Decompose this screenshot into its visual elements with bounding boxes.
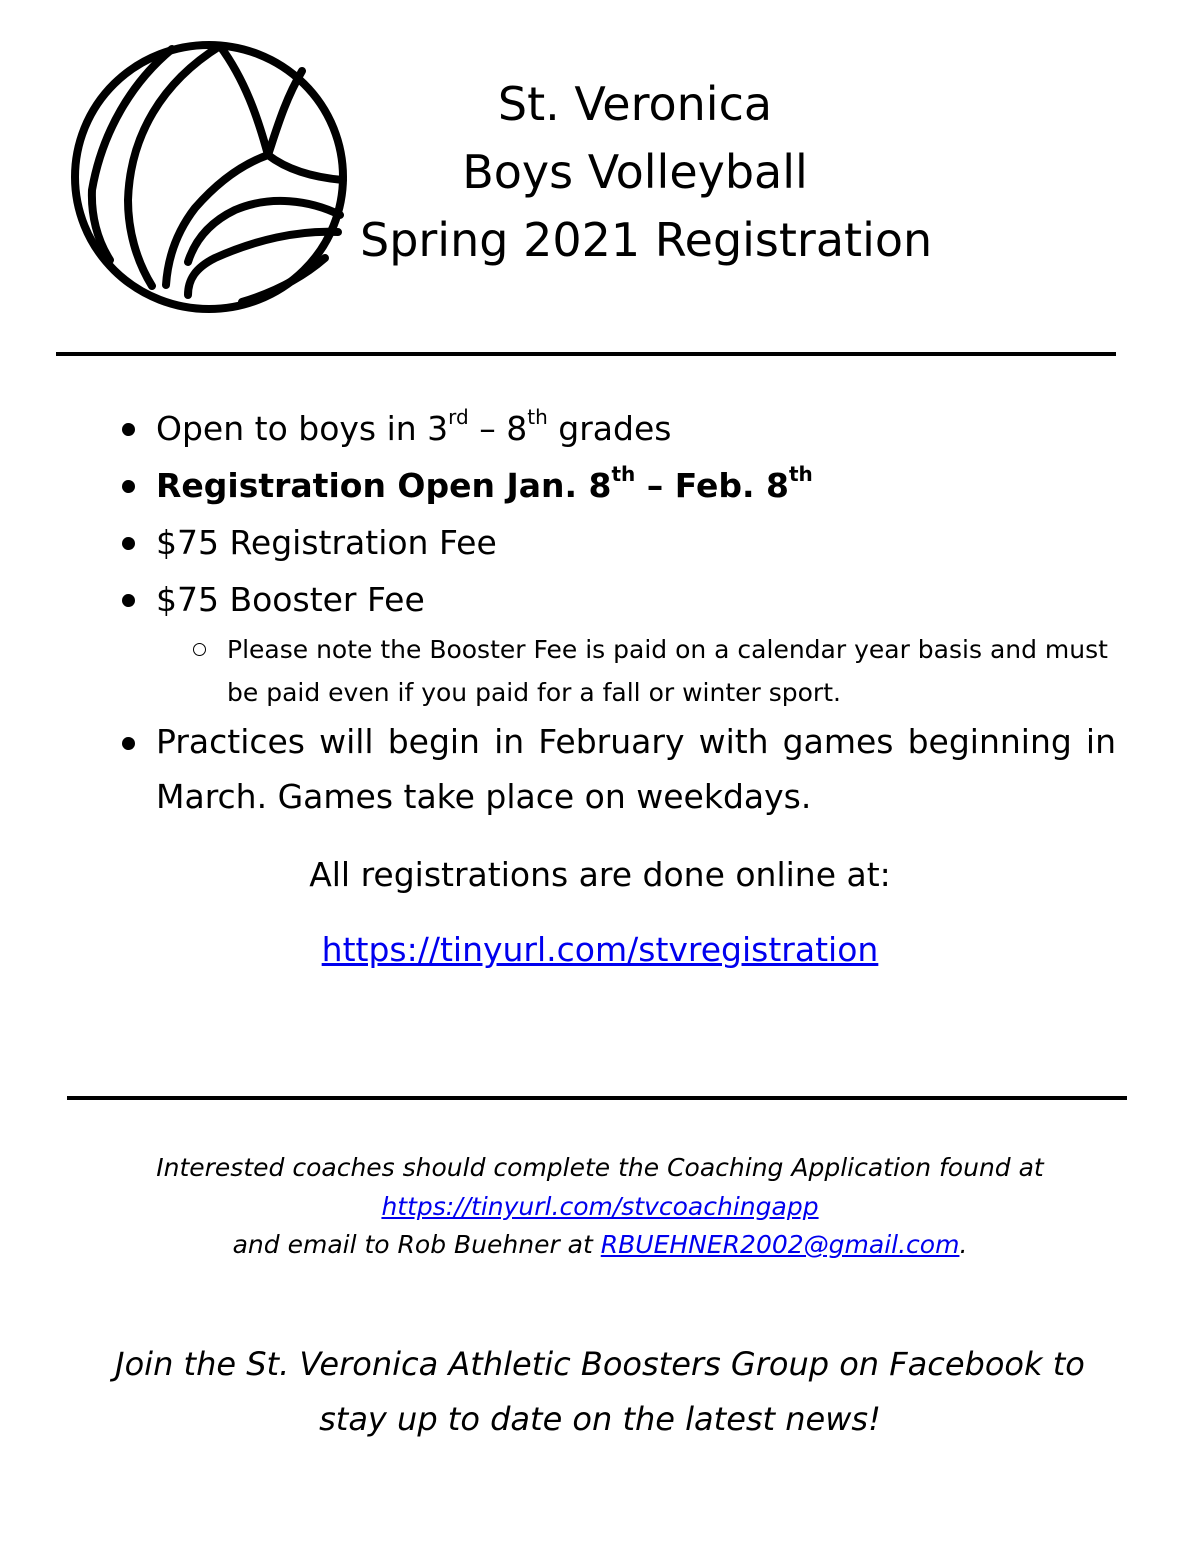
coaches-text: Interested coaches should complete the Coaching Application found at (156, 1153, 1044, 1182)
registration-link-wrapper (0, 925, 1200, 975)
bullet-icon (122, 480, 135, 493)
title-line-1: St. Veronica (497, 77, 773, 131)
facebook-line-1: Join the St. Veronica Athletic Boosters Group on Facebook to (115, 1345, 1085, 1383)
volleyball-icon (70, 40, 348, 314)
facebook-line-2: stay up to date on the latest news! (319, 1400, 881, 1438)
coaching-app-link[interactable]: https://tinyurl.com/stvcoachingapp (381, 1191, 819, 1221)
bullet-icon (122, 737, 135, 750)
online-registration-label: All registrations are done online at: (309, 855, 891, 894)
coaches-email-text: and email to Rob Buehner at (232, 1230, 601, 1259)
middle-divider (67, 1096, 1127, 1100)
facebook-message (60, 1337, 1140, 1447)
top-divider (56, 352, 1116, 356)
list-item-grades: Open to boys in 3rd – 8th grades (120, 400, 1116, 457)
details-list (120, 400, 1116, 824)
bullet-icon (122, 537, 135, 550)
title-line-2: Boys Volleyball (462, 145, 808, 199)
coach-email-link[interactable]: RBUEHNER2002@gmail.com (600, 1230, 960, 1259)
bullet-icon (122, 594, 135, 607)
list-item-registration-fee: $75 Registration Fee (120, 514, 1116, 571)
list-item-registration-dates: Registration Open Jan. 8th – Feb. 8th (120, 457, 1116, 514)
title-line-3: Spring 2021 Registration (360, 213, 933, 267)
page-title (360, 70, 933, 274)
bullet-icon (122, 423, 135, 436)
list-subitem-booster-note: Please note the Booster Fee is paid on a calendar year basis and must be paid even if you paid for a fall or winter sport. (120, 628, 1116, 714)
sub-bullet-icon (193, 643, 206, 656)
list-item-booster-fee: $75 Booster Fee (120, 571, 1116, 628)
registration-link[interactable]: https://tinyurl.com/stvregistration (321, 930, 879, 969)
coaches-section: Interested coaches should complete the Coaching Application found at https://tinyurl.com/stvcoachingapp and email to Rob Buehner at RBUEHNER2002@gmail.com. (0, 1149, 1200, 1265)
list-item-practices: Practices will begin in February with games beginning in March. Games take place on weekdays. (120, 714, 1116, 824)
